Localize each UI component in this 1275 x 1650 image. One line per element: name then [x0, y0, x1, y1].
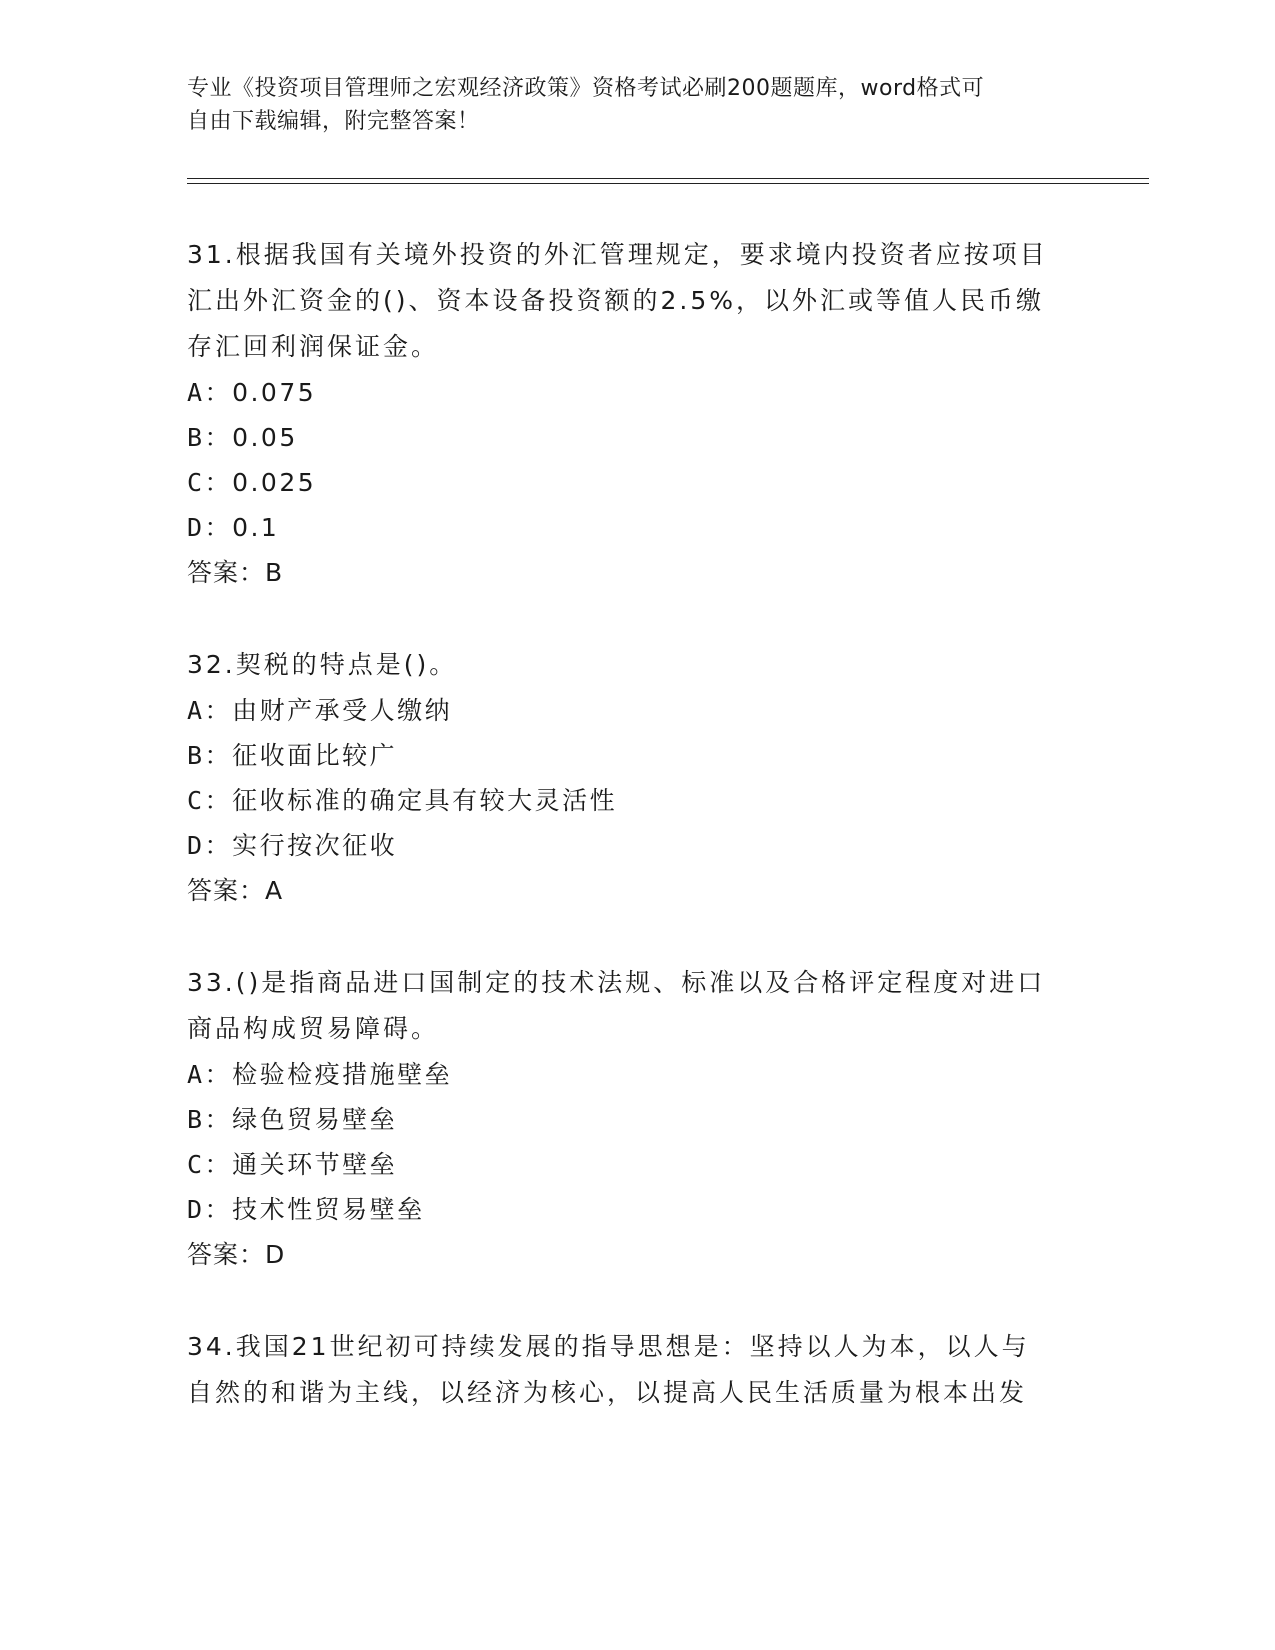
option-text: 通关环节壁垒	[232, 1150, 398, 1179]
option-label: A：	[187, 1060, 233, 1089]
answer-line: 答案：A	[187, 876, 284, 905]
question-stem-line: 33.()是指商品进口国制定的技术法规、标准以及合格评定程度对进口	[187, 968, 1046, 997]
option-label: C：	[187, 786, 233, 815]
option-a	[187, 370, 1087, 415]
header-line-1: 专业《投资项目管理师之宏观经济政策》资格考试必刷200题题库，word格式可	[187, 76, 985, 101]
header-line-2: 自由下载编辑，附完整答案！	[187, 109, 480, 134]
question-list	[187, 232, 1087, 1462]
option-label: A：	[187, 696, 233, 725]
answer-line: 答案：D	[187, 1240, 286, 1269]
option-label: B：	[187, 423, 233, 452]
option-c	[187, 778, 1087, 823]
question-stem-line: 商品构成贸易障碍。	[187, 1014, 440, 1043]
option-a	[187, 688, 1087, 733]
option-b	[187, 733, 1087, 778]
question-31	[187, 232, 1087, 596]
question-stem-line: 汇出外汇资金的()、资本设备投资额的2.5%，以外汇或等值人民币缴	[187, 286, 1045, 315]
question-34	[187, 1324, 1087, 1416]
option-label: C：	[187, 468, 233, 497]
document-header	[187, 72, 1067, 138]
option-label: D：	[187, 831, 233, 860]
option-text: 0.05	[232, 423, 298, 452]
option-label: A：	[187, 378, 233, 407]
option-text: 征收面比较广	[232, 741, 398, 770]
option-c	[187, 460, 1087, 505]
option-label: C：	[187, 1150, 233, 1179]
option-c	[187, 1142, 1087, 1187]
option-text: 0.075	[232, 378, 317, 407]
option-a	[187, 1052, 1087, 1097]
option-b	[187, 415, 1087, 460]
option-label: D：	[187, 1195, 233, 1224]
option-label: D：	[187, 513, 233, 542]
option-text: 绿色贸易壁垒	[232, 1105, 398, 1134]
question-stem-line: 32.契税的特点是()。	[187, 650, 458, 679]
option-d	[187, 1187, 1087, 1232]
answer-line: 答案：B	[187, 558, 284, 587]
option-text: 0.025	[232, 468, 317, 497]
option-text: 由财产承受人缴纳	[232, 696, 453, 725]
option-text: 征收标准的确定具有较大灵活性	[232, 786, 618, 815]
question-stem-line: 31.根据我国有关境外投资的外汇管理规定，要求境内投资者应按项目	[187, 240, 1048, 269]
question-33	[187, 960, 1087, 1278]
option-label: B：	[187, 741, 233, 770]
question-stem-line: 存汇回利润保证金。	[187, 332, 440, 361]
header-divider-top	[187, 178, 1149, 179]
option-b	[187, 1097, 1087, 1142]
header-divider-bottom	[187, 183, 1149, 184]
option-d	[187, 823, 1087, 868]
question-stem-line: 自然的和谐为主线，以经济为核心，以提高人民生活质量为根本出发	[187, 1378, 1028, 1407]
option-d	[187, 505, 1087, 550]
option-text: 技术性贸易壁垒	[232, 1195, 425, 1224]
option-label: B：	[187, 1105, 233, 1134]
option-text: 0.1	[232, 513, 280, 542]
question-32	[187, 642, 1087, 914]
option-text: 实行按次征收	[232, 831, 398, 860]
question-stem-line: 34.我国21世纪初可持续发展的指导思想是：坚持以人为本，以人与	[187, 1332, 1030, 1361]
option-text: 检验检疫措施壁垒	[232, 1060, 453, 1089]
